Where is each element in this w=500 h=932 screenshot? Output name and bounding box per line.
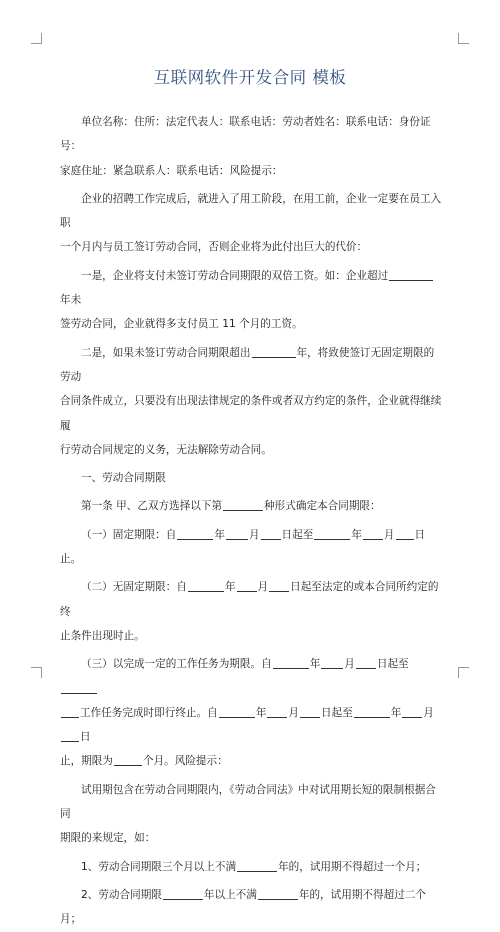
crop-mark-bottom-right bbox=[458, 667, 469, 678]
fixed-from: 日起至 bbox=[281, 528, 314, 541]
rule2-text-b: 年以上不满 bbox=[203, 888, 257, 901]
fixed-month-2: 月 bbox=[383, 528, 395, 541]
blank-line bbox=[114, 753, 142, 766]
task-year-2: 年 bbox=[255, 706, 267, 719]
section-heading-1: 一、劳动合同期限 bbox=[81, 472, 166, 485]
task-text-line2a: 工作任务完成时即行终止。自 bbox=[80, 706, 218, 719]
probation-line2: 期限的来规定，如： bbox=[60, 832, 156, 845]
blank-line bbox=[61, 729, 79, 742]
blank-line bbox=[188, 579, 224, 592]
blank-line bbox=[396, 527, 414, 540]
blank-line bbox=[321, 656, 343, 669]
task-term-line3 bbox=[60, 749, 442, 773]
point1-line1 bbox=[60, 264, 442, 313]
rule2-text-a: 2、劳动合同期限 bbox=[81, 888, 162, 901]
task-month-3: 月 bbox=[423, 706, 434, 719]
rule1-line bbox=[60, 855, 442, 879]
blank-line bbox=[177, 527, 213, 540]
crop-mark-top-right bbox=[458, 33, 469, 44]
document-body bbox=[60, 110, 442, 932]
blank-line bbox=[273, 656, 309, 669]
blank-line bbox=[356, 656, 376, 669]
fixed-year-2: 年 bbox=[351, 528, 362, 541]
blank-line bbox=[363, 527, 383, 540]
open-text-a: （二）无固定期限：自 bbox=[81, 581, 187, 594]
point1-text-b: 年未 bbox=[60, 294, 82, 307]
blank-line bbox=[269, 579, 289, 592]
crop-mark-top-left bbox=[31, 33, 42, 44]
task-text-a: （三）以完成一定的工作任务为期限。自 bbox=[81, 658, 272, 671]
task-from-2: 日起至 bbox=[320, 706, 353, 719]
blank-line bbox=[389, 268, 433, 281]
task-day: 日 bbox=[80, 731, 91, 744]
point2-text-b: 年，将致使签订无固定期限的劳动 bbox=[60, 346, 435, 383]
blank-line bbox=[261, 527, 281, 540]
point2-line2: 合同条件成立，只要没有出现法律规定的条件或者双方约定的条件，企业就得继续履 bbox=[60, 395, 442, 432]
header-fields-line1: 单位名称：住所：法定代表人：联系电话：劳动者姓名：联系电话：身份证号： bbox=[60, 116, 431, 153]
rule1-text-a: 1、劳动合同期限三个月以上不满 bbox=[81, 860, 237, 873]
task-text-line3a: 止，期限为 bbox=[60, 755, 113, 768]
blank-line bbox=[314, 527, 350, 540]
point2-text-a: 二是，如果未签订劳动合同期限超出 bbox=[81, 346, 251, 359]
blank-line bbox=[237, 859, 277, 872]
blank-line bbox=[223, 498, 263, 511]
task-year-3: 年 bbox=[390, 706, 402, 719]
open-term-line2: 止条件出现时止。 bbox=[60, 629, 145, 642]
intro-line2: 一个月内与员工签订劳动合同，否则企业将为此付出巨大的代价： bbox=[60, 241, 368, 254]
blank-line bbox=[258, 887, 298, 900]
intro-line1: 企业的招聘工作完成后，就进入了用工阶段，在用工前，企业一定要在员工入职 bbox=[60, 192, 442, 230]
point1-text-a: 一是，企业将支付未签订劳动合同期限的双倍工资。如：企业超过 bbox=[81, 269, 389, 282]
point2-line1 bbox=[60, 341, 442, 390]
point1-line2: 签劳动合同，企业就得多支付员工 11 个月的工资。 bbox=[60, 318, 303, 331]
blank-line bbox=[163, 887, 203, 900]
probation-line1: 试用期包含在劳动合同期限内，《劳动合同法》中对试用期长短的限制根据合同 bbox=[60, 783, 436, 821]
header-fields-line2: 家庭住址：紧急联系人：联系电话：风险提示： bbox=[60, 164, 283, 177]
blank-line bbox=[252, 345, 296, 358]
fixed-month: 月 bbox=[248, 528, 260, 541]
task-term-line1 bbox=[60, 652, 442, 701]
task-from: 日起至 bbox=[376, 658, 409, 671]
blank-line bbox=[61, 681, 97, 694]
fixed-text-a: （一）固定期限：自 bbox=[81, 528, 177, 541]
open-month: 月 bbox=[257, 581, 269, 594]
rule2-line bbox=[60, 883, 442, 932]
open-year: 年 bbox=[224, 581, 236, 594]
article1-line bbox=[60, 494, 442, 518]
fixed-year: 年 bbox=[214, 528, 225, 541]
blank-line bbox=[226, 527, 248, 540]
task-month-2: 月 bbox=[288, 706, 299, 719]
point2-line3: 行劳动合同规定的义务，无法解除劳动合同。 bbox=[60, 443, 272, 456]
fixed-term-line bbox=[60, 523, 442, 572]
task-text-line3b: 个月。风险提示： bbox=[142, 755, 228, 768]
document-title: 互联网软件开发合同 模板 bbox=[153, 68, 347, 87]
fixed-end: 日止。 bbox=[60, 528, 426, 566]
task-term-line2 bbox=[60, 701, 442, 750]
article1-text-a: 第一条 甲、乙双方选择以下第 bbox=[81, 500, 223, 513]
article1-text-b: 种形式确定本合同期限： bbox=[264, 500, 381, 513]
task-year: 年 bbox=[309, 658, 321, 671]
rule2-text-c: 年的，试用期不得超过二个月； bbox=[60, 888, 426, 926]
task-month: 月 bbox=[344, 658, 355, 671]
open-text-b: 日起至法定的或本合同所约定的终 bbox=[60, 581, 439, 618]
crop-mark-bottom-left bbox=[31, 667, 42, 678]
blank-line bbox=[237, 579, 257, 592]
open-term-line1 bbox=[60, 575, 442, 624]
rule1-text-b: 年的，试用期不得超过一个月； bbox=[278, 860, 427, 873]
